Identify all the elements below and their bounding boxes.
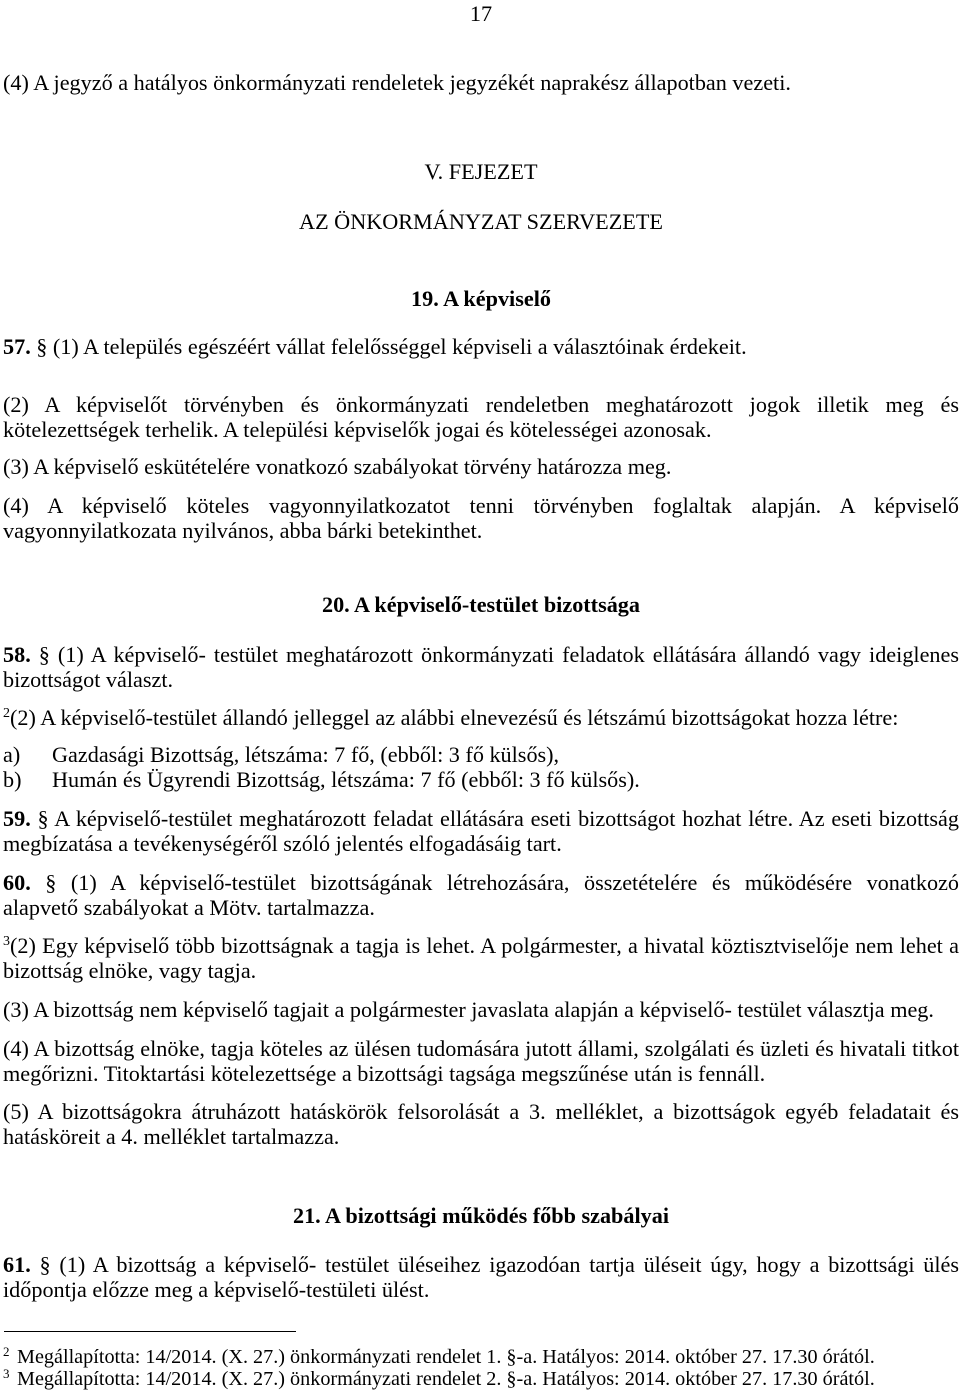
section-heading [3, 1203, 959, 1228]
paragraph-text: (2) A képviselő-testület állandó jelleggel az alábbi elnevezésű és létszámú bizottságokat hozza létre: [10, 705, 899, 730]
committee-item [3, 767, 959, 792]
section-61-paragraph-1 [3, 1252, 959, 1303]
paragraph-line: (3) A bizottság nem képviselő tagjait a polgármester javaslata alapján a képviselő- testület választja meg. [3, 997, 934, 1022]
section-60-paragraph-1 [3, 870, 959, 921]
section-number: 61. [3, 1252, 31, 1277]
section-heading-text: 20. A képviselő-testület bizottsága [321, 592, 640, 617]
footnote-3 [3, 1368, 959, 1390]
paragraph-line [3, 705, 959, 730]
section-58-paragraph-1 [3, 642, 959, 693]
paragraph-line: (2) A képviselőt törvényben és önkormányzati rendeletben meghatározott jogok illetik meg és [3, 392, 959, 417]
list-text: Humán és Ügyrendi Bizottság, létszáma: 7 fő (ebből: 3 fő külsős). [52, 767, 640, 793]
page-number-block [3, 1, 959, 26]
list-text: Gazdasági Bizottság, létszáma: 7 fő, (ebből: 3 fő külsős), [52, 742, 560, 767]
chapter-title: AZ ÖNKORMÁNYZAT SZERVEZETE [299, 209, 663, 234]
paragraph-line: (5) A bizottságokra átruházott hatáskörök felsorolását a 3. melléklet, a bizottságok egyéb feladatait és [3, 1099, 959, 1124]
paragraph-line [3, 1252, 959, 1277]
paragraph-line: időpontja előzze meg a képviselő-testületi ülést. [3, 1277, 430, 1303]
paragraph-line [3, 933, 959, 958]
section-heading-text: 19. A képviselő [411, 286, 551, 311]
footnote-ref: 2 [3, 706, 10, 721]
section-number: 60. [3, 870, 31, 895]
paragraph-text: (4) A jegyző a hatályos önkormányzati rendeletek jegyzékét naprakész állapotban vezeti. [3, 70, 791, 95]
section-heading [3, 592, 959, 617]
paragraph-line [3, 642, 959, 667]
section-60-paragraph-4 [3, 1036, 959, 1087]
paragraph-line: bizottság elnöke, vagy tagja. [3, 958, 257, 984]
section-57-paragraph-4 [3, 493, 959, 544]
footnote-number: 2 [3, 1344, 10, 1359]
section-number: 57. [3, 334, 31, 359]
section-heading-text: 21. A bizottsági működés főbb szabályai [292, 1203, 670, 1228]
section-60-paragraph-2 [3, 933, 959, 984]
section-19-heading-block [3, 286, 959, 311]
paragraph-line [3, 334, 959, 359]
paragraph-text: § (1) A képviselő-testület bizottságának létrehozására, összetételére és működésére vonatkozó [45, 870, 960, 895]
paragraph-line: (4) A bizottság elnöke, tagja köteles az ülésen tudomására jutott állami, szolgálati és üzleti és hivatali titkot [3, 1036, 959, 1061]
footnote-ref: 3 [3, 934, 10, 949]
section-number: 58. [3, 642, 31, 667]
section-21-heading-block [3, 1203, 959, 1228]
paragraph-text: § (1) A település egészéért vállat felelősséggel képviseli a választóinak érdekeit. [36, 334, 747, 359]
section-heading [3, 286, 959, 311]
footnote-2 [3, 1346, 959, 1368]
footnote-text: Megállapította: 14/2014. (X. 27.) önkormányzati rendelet 1. §-a. Hatályos: 2014. október 27. 17.30 órától. [17, 1346, 875, 1368]
paragraph-line: (4) A képviselő köteles vagyonnyilatkozatot tenni törvényben foglaltak alapján. A képviselő [3, 493, 959, 518]
paragraph-line: megőrizni. Titoktartási kötelezettsége a bizottsági tagsága megszűnése után is fennáll. [3, 1061, 766, 1087]
paragraph-line [3, 870, 959, 895]
chapter-label: V. FEJEZET [424, 159, 538, 184]
paragraph-line: (3) A képviselő eskütételére vonatkozó szabályokat törvény határozza meg. [3, 454, 672, 479]
committee-list [3, 742, 959, 793]
section-57-paragraph-2 [3, 392, 959, 443]
chapter-title-block [3, 209, 959, 234]
chapter-label-block [3, 159, 959, 184]
page-number: 17 [469, 1, 493, 26]
footnote-text: Megállapította: 14/2014. (X. 27.) önkormányzati rendelet 2. §-a. Hatályos: 2014. október 27. 17.30 órától. [17, 1368, 875, 1390]
footnote-number: 3 [3, 1366, 10, 1381]
section-20-heading-block [3, 592, 959, 617]
paragraph-line [3, 806, 959, 831]
list-label: b) [3, 767, 22, 793]
section-57-paragraph-3 [3, 454, 959, 479]
paragraph-line: kötelezettségek terhelik. A települési képviselők jogai és kötelességei azonosak. [3, 417, 712, 443]
section-58-paragraph-2 [3, 705, 959, 730]
paragraph-line: vagyonnyilatkozata nyilvános, abba bárki betekinthet. [3, 518, 483, 544]
paragraph-text: (2) Egy képviselő több bizottságnak a tagja is lehet. A polgármester, a hivatal köztisztviselője nem lehet a [10, 933, 959, 958]
paragraph-line: alapvető szabályokat a Mötv. tartalmazza. [3, 895, 375, 921]
paragraph-text: § A képviselő-testület meghatározott feladat ellátására eseti bizottságot hozhat létre. Az eseti bizottság [37, 806, 959, 831]
paragraph-line: bizottságot választ. [3, 667, 174, 693]
paragraph-line: hatásköreit a 4. melléklet tartalmazza. [3, 1124, 340, 1150]
committee-item [3, 742, 959, 767]
intro-paragraph [3, 70, 959, 95]
section-59-paragraph [3, 806, 959, 857]
section-60-paragraph-5 [3, 1099, 959, 1150]
paragraph-line: megbízatása a tevékenységéről szóló jelentés elfogadásáig tart. [3, 831, 562, 857]
footnote-separator [4, 1331, 296, 1332]
section-60-paragraph-3 [3, 997, 959, 1022]
list-label: a) [3, 742, 21, 767]
section-number: 59. [3, 806, 31, 831]
paragraph-text: § (1) A képviselő- testület meghatározott önkormányzati feladatok ellátására állandó vagy ideiglenes [38, 642, 959, 667]
paragraph-text: § (1) A bizottság a képviselő- testület üléseihez igazodóan tartja üléseit úgy, hogy a bizottsági ülés [39, 1252, 960, 1277]
section-57-paragraph-1 [3, 334, 959, 359]
